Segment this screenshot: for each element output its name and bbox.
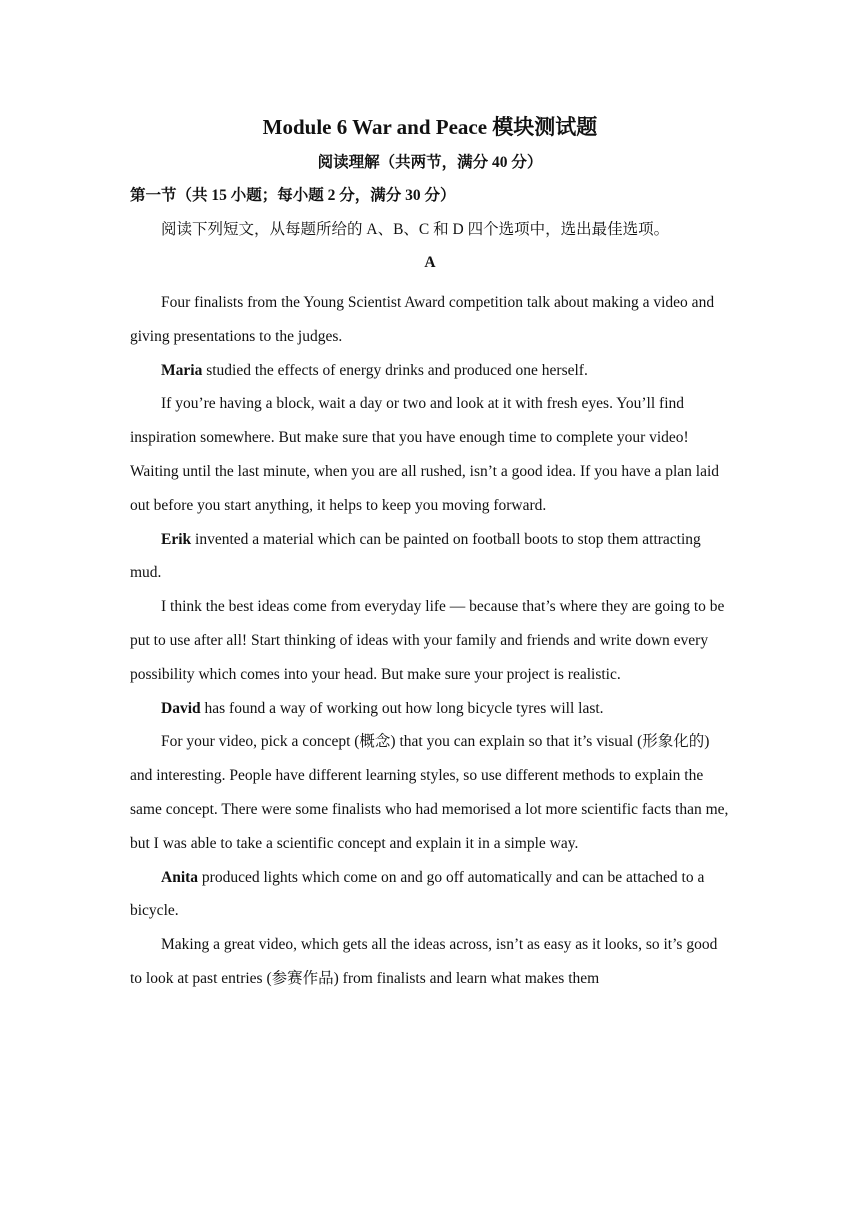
document-title: Module 6 War and Peace 模块测试题 xyxy=(262,115,598,139)
passage-intro: Four finalists from the Young Scientist Award competition talk about making a video and giving presentations to the judges. xyxy=(130,294,715,345)
finalist-name: Erik xyxy=(161,530,192,548)
finalist-bio xyxy=(130,354,730,388)
finalist-name: Anita xyxy=(161,868,199,886)
section-heading: 第一节（共 15 小题；每小题 2 分，满分 30 分） xyxy=(130,187,456,204)
finalist-advice: Making a great video, which gets all the ideas across, isn’t as easy as it looks, so it’s good to look at past entries (参赛作品) from finalists and learn what makes them xyxy=(130,936,718,987)
finalist-bio xyxy=(130,523,730,591)
finalist-advice: If you’re having a block, wait a day or two and look at it with fresh eyes. You’ll find inspiration somewhere. But make sure that you have enough time to complete your video! Waiting until the last minute, when you are all rushed, isn’t a good idea. If you have a plan laid out before you start anything, it helps to keep you moving forward. xyxy=(130,395,720,514)
finalist-name: Maria xyxy=(161,361,203,379)
finalist-bio xyxy=(130,861,730,929)
instructions-text: 阅读下列短文，从每题所给的 A、B、C 和 D 四个选项中，选出最佳选项。 xyxy=(161,221,670,238)
finalist-bio-text: produced lights which come on and go off automatically and can be attached to a bicycle. xyxy=(130,868,705,920)
document-page xyxy=(130,112,730,996)
section-subtitle: 阅读理解（共两节，满分 40 分） xyxy=(317,154,543,171)
finalist-bio-text: studied the effects of energy drinks and produced one herself. xyxy=(202,361,588,379)
finalist-name: David xyxy=(161,699,201,717)
finalist-bio-text: invented a material which can be painted on football boots to stop them attracting mud. xyxy=(130,530,701,582)
finalist-bio-text: has found a way of working out how long bicycle tyres will last. xyxy=(200,699,604,717)
finalist-advice: I think the best ideas come from everyday life — because that’s where they are going to be put to use after all! Start thinking of ideas with your family and friends and write down every possibility which comes into your head. But make sure your project is realistic. xyxy=(130,598,725,683)
finalist-bio xyxy=(130,692,730,726)
passage-label: A xyxy=(424,254,436,271)
finalist-advice: For your video, pick a concept (概念) that you can explain so that it’s visual (形象化的) and interesting. People have different learning styles, so use different methods to explain the same concept. There were some finalists who had memorised a lot more scientific facts than me, but I was able to take a scientific concept and explain it in a simple way. xyxy=(130,733,729,852)
